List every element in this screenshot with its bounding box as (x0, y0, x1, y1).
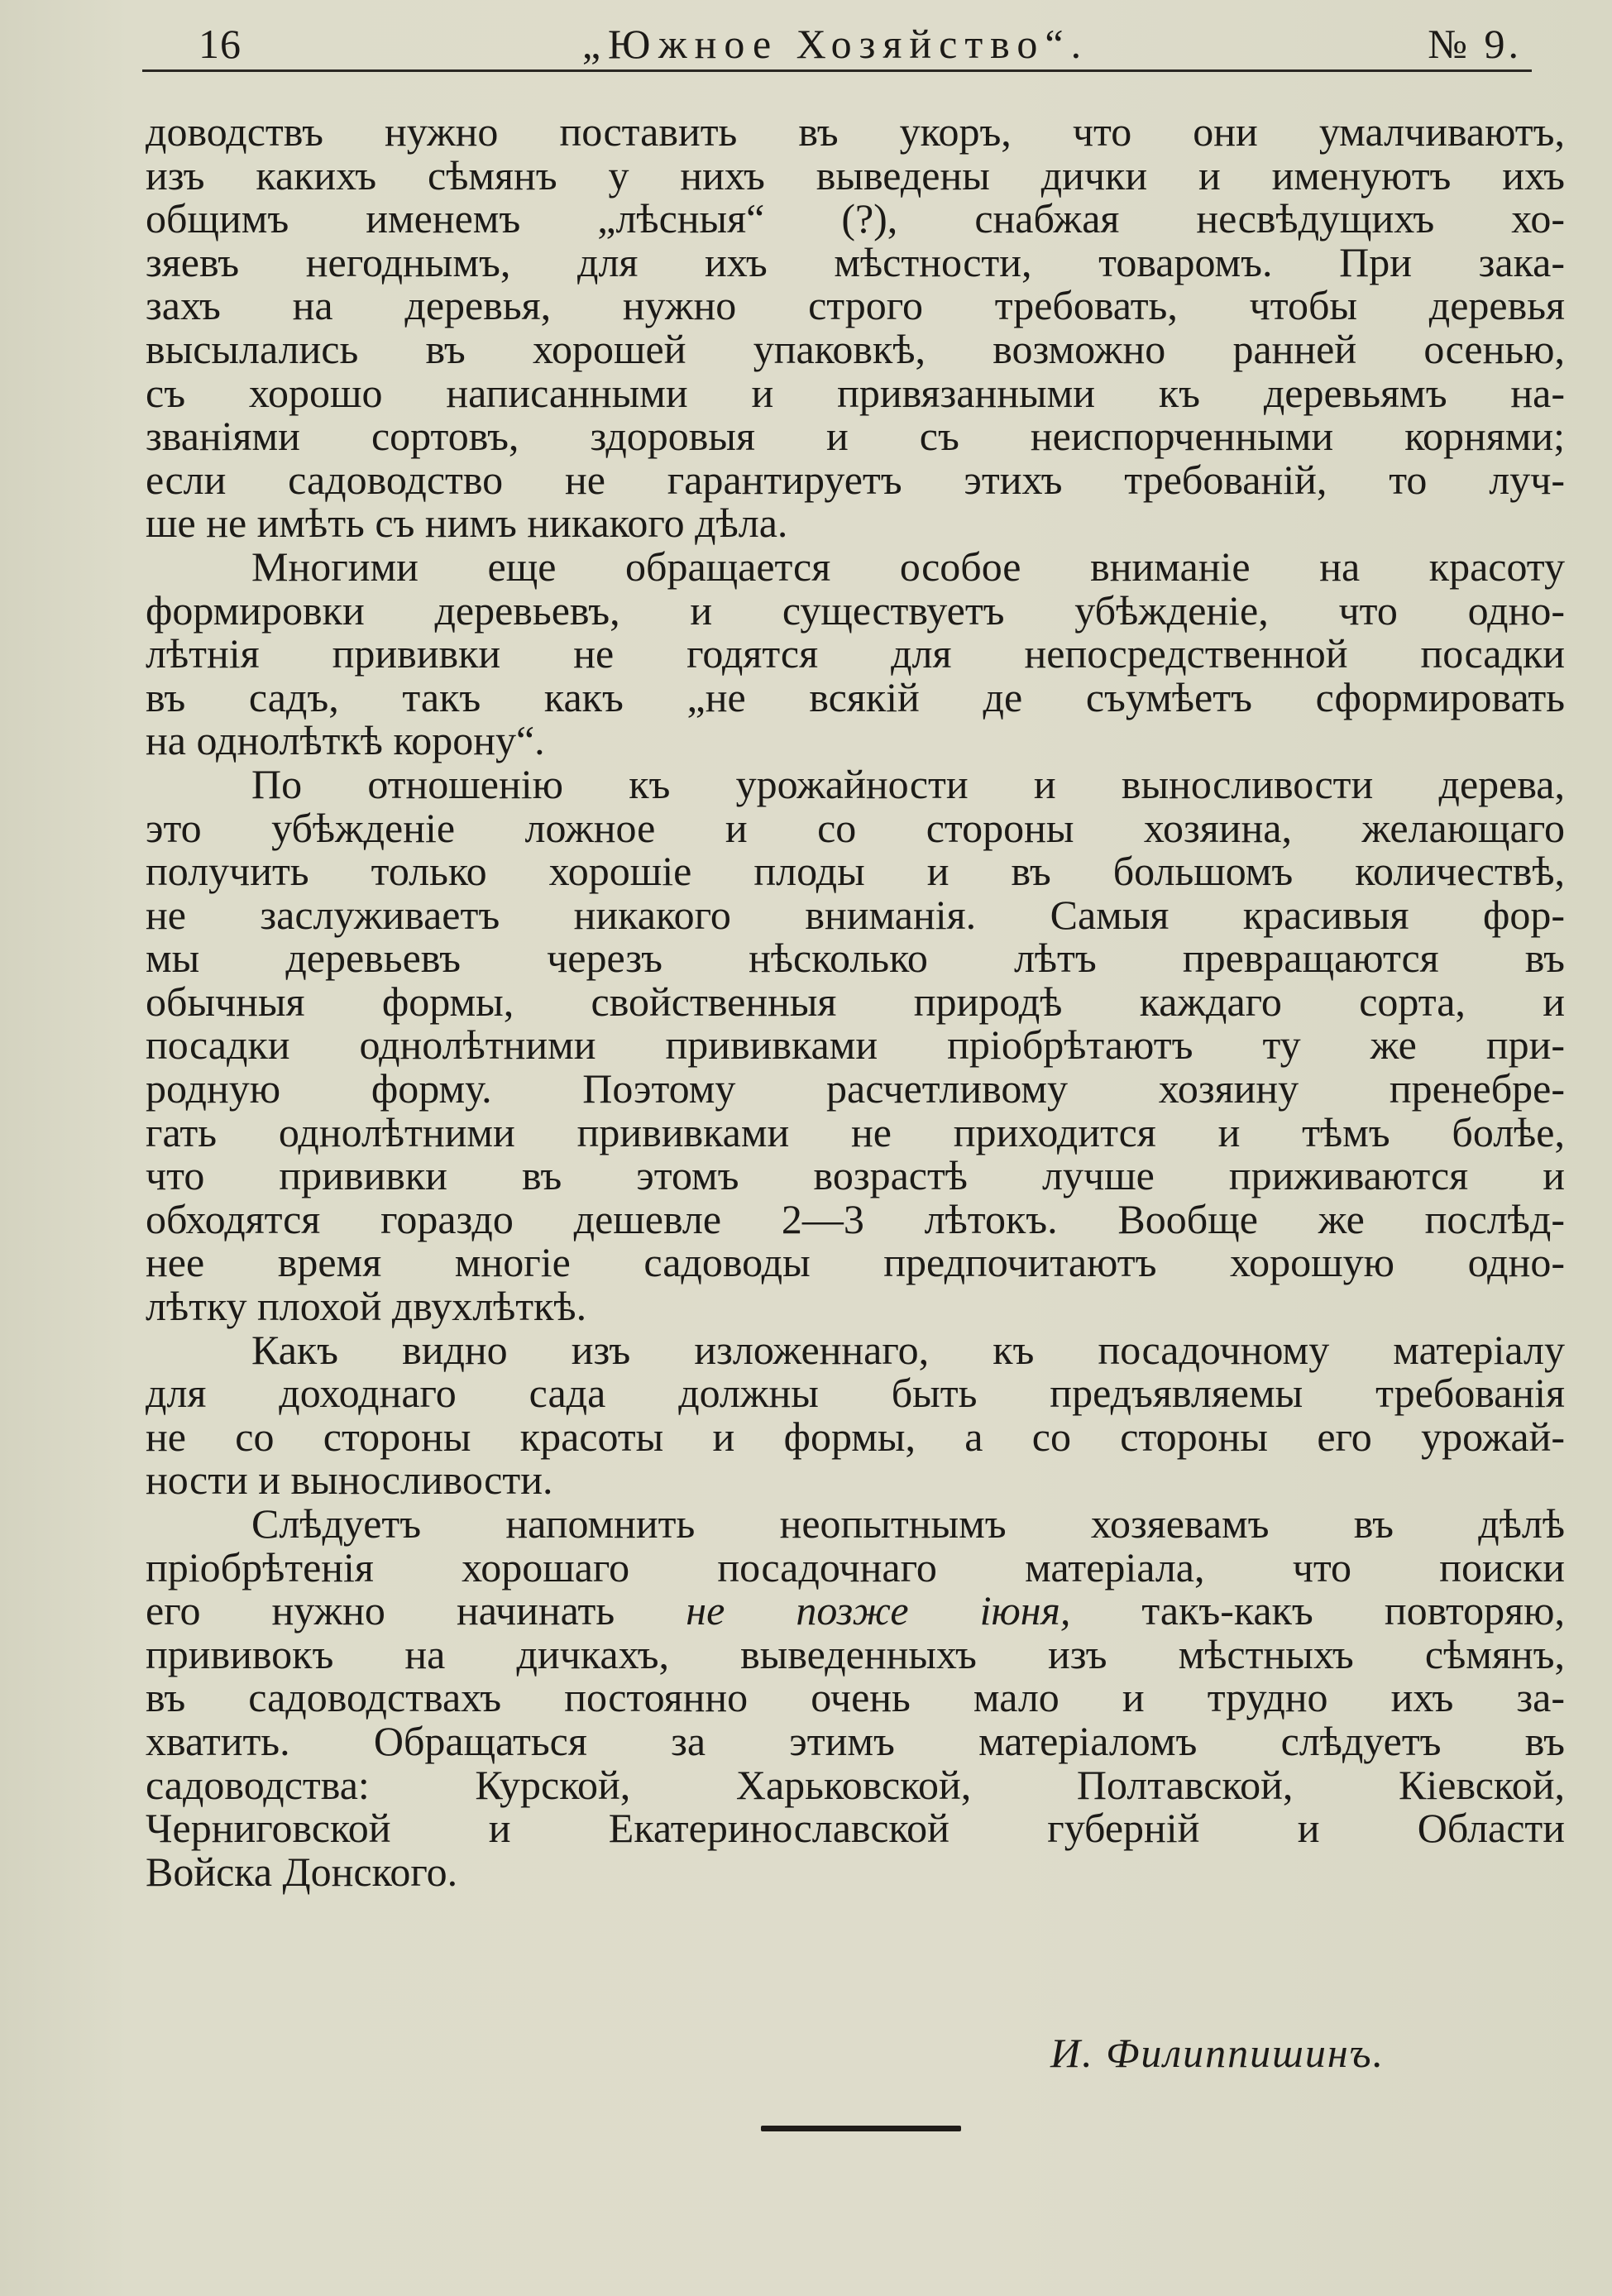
text-line: общимъ именемъ „лѣсныя“ (?), снабжая несвѣдущихъ хо- (146, 195, 1565, 242)
text-line: формировки деревьевъ, и существуетъ убѣжденіе, что одно- (146, 586, 1565, 634)
text-line: ности и выносливости. (146, 1457, 553, 1504)
article-body (146, 110, 1565, 1893)
text-line: изъ какихъ сѣмянъ у нихъ выведены дички и именуютъ ихъ (146, 151, 1565, 199)
text-line: лѣтнія прививки не годятся для непосредственной посадки (146, 630, 1565, 677)
text-line: Слѣдуетъ напомнить неопытнымъ хозяевамъ въ дѣлѣ (251, 1500, 1565, 1547)
text-line: садоводства: Курской, Харьковской, Полтавской, Кіевской, (146, 1761, 1565, 1808)
text-line: ше не имѣть съ нимъ никакого дѣла. (146, 500, 788, 547)
text-line: гать однолѣтними прививками не приходится и тѣмъ болѣе, (146, 1108, 1565, 1155)
text-line: Черниговской и Екатеринославской губерній и Области (146, 1805, 1565, 1852)
text-line-with-emphasis (146, 1589, 1565, 1633)
text-line: посадки однолѣтними прививками пріобрѣтаютъ ту же при- (146, 1021, 1565, 1069)
text-segment: такъ-какъ повторяю, (1070, 1587, 1565, 1634)
text-line: не со стороны красоты и формы, а со стороны его урожай- (146, 1413, 1565, 1460)
text-line: зяевъ негоднымъ, для ихъ мѣстности, товаромъ. При зака- (146, 238, 1565, 285)
text-line: доводствъ нужно поставить въ укоръ, что они умалчиваютъ, (146, 108, 1565, 155)
text-line: званіями сортовъ, здоровыя и съ неиспорченными корнями; (146, 413, 1565, 460)
text-line: лѣтку плохой двухлѣткѣ. (146, 1283, 587, 1330)
text-line: для доходнаго сада должны быть предъявляемы требованія (146, 1370, 1565, 1417)
text-line: пріобрѣтенія хорошаго посадочнаго матеріала, что поиски (146, 1543, 1565, 1590)
text-line: на однолѣткѣ корону“. (146, 717, 545, 764)
text-line: мы деревьевъ черезъ нѣсколько лѣтъ превращаются въ (146, 935, 1565, 982)
paragraph (146, 1328, 1565, 1502)
text-line: не заслуживаетъ никакого вниманія. Самыя красивыя фор- (146, 891, 1565, 938)
text-line: это убѣжденіе ложное и со стороны хозяина, желающаго (146, 804, 1565, 851)
text-line: обходятся гораздо дешевле 2—3 лѣтокъ. Вообще же послѣд- (146, 1195, 1565, 1242)
text-line: въ садоводствахъ постоянно очень мало и трудно ихъ за- (146, 1674, 1565, 1721)
header-rule (142, 69, 1532, 72)
text-line: съ хорошо написанными и привязанными къ деревьямъ на- (146, 369, 1565, 416)
text-line: въ садъ, такъ какъ „не всякій де съумѣетъ сформировать (146, 673, 1565, 720)
text-line: По отношенію къ урожайности и выносливости дерева, (251, 760, 1565, 807)
emphasized-text: не позже іюня, (686, 1587, 1071, 1634)
running-header (149, 18, 1522, 69)
issue-number: № 9. (1428, 21, 1522, 67)
end-rule (761, 2126, 961, 2131)
paragraph (146, 1502, 1565, 1893)
text-line: обычныя формы, свойственныя природѣ каждаго сорта, и (146, 978, 1565, 1025)
page-number: 16 (199, 21, 242, 67)
text-line: что прививки въ этомъ возрастѣ лучше приживаются и (146, 1152, 1565, 1199)
text-line: Какъ видно изъ изложеннаго, къ посадочному матеріалу (251, 1326, 1565, 1373)
journal-title: „Южное Хозяйство“. (581, 21, 1089, 67)
author-signature: И. Филиппишинъ. (1050, 2030, 1385, 2076)
text-segment: его нужно начинать (146, 1587, 686, 1634)
text-line: высылались въ хорошей упаковкѣ, возможно ранней осенью, (146, 325, 1565, 372)
text-line: Многими еще обращается особое вниманіе на красоту (251, 543, 1565, 590)
text-line: прививокъ на дичкахъ, выведенныхъ изъ мѣстныхъ сѣмянъ, (146, 1630, 1565, 1677)
text-line: родную форму. Поэтому расчетливому хозяину пренебре- (146, 1065, 1565, 1112)
text-line: нее время многіе садоводы предпочитаютъ хорошую одно- (146, 1239, 1565, 1286)
text-line: Войска Донского. (146, 1848, 458, 1895)
text-line: получить только хорошіе плоды и въ большомъ количествѣ, (146, 848, 1565, 895)
paragraph (146, 110, 1565, 545)
text-line: захъ на деревья, нужно строго требовать, чтобы деревья (146, 282, 1565, 329)
text-line: если садоводство не гарантируетъ этихъ требованій, то луч- (146, 456, 1565, 503)
text-line: хватить. Обращаться за этимъ матеріаломъ слѣдуетъ въ (146, 1717, 1565, 1764)
paragraph (146, 760, 1565, 1330)
paragraph (146, 545, 1565, 763)
